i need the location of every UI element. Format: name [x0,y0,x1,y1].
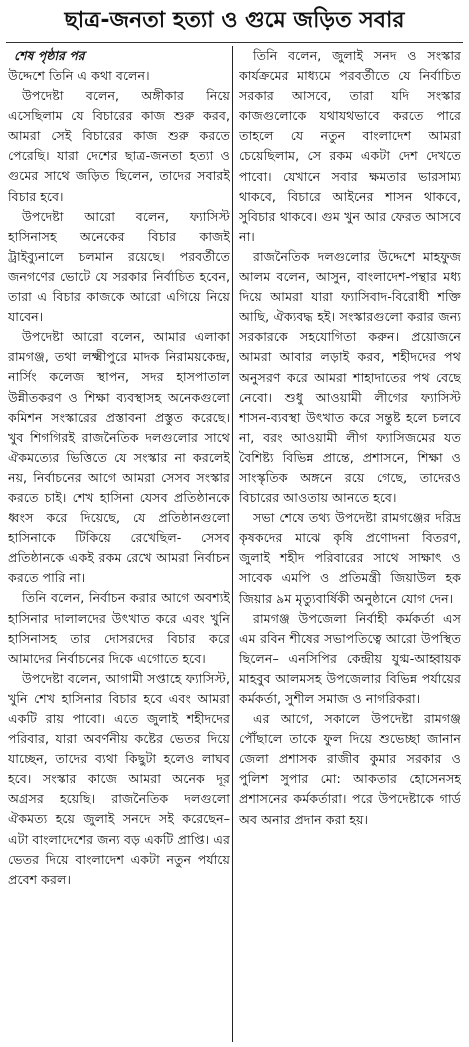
paragraph: উপদেষ্টা বলেন, আগামী সপ্তাহে ফ্যাসিস্ট, খুনি শেখ হাসিনার বিচার হবে এবং আমরা একটি রায় পাবো। এতে জুলাই শহীদদের পরিবার, যারা অবর্ণনীয় কষ্টের ভেতর দিয়ে যাচ্ছেন, তাদের ব্যথা কিছুটা হলেও লাঘব হবে। সংস্কার কাজে আমরা অনেক দূর অগ্রসর হয়েছি। রাজনৈতিক দলগুলো ঐকমত্য হয়ে জুলাই সনদে সই করেছেন– এটা বাংলাদেশের জন্য বড় একটি প্রাপ্তি। এর ভেতর দিয়ে বাংলাদেশ একটা নতুন পর্যায়ে প্রবেশ করল। [8,670,230,887]
column-divider [232,46,233,1042]
paragraph: রাজনৈতিক দলগুলোর উদ্দেশে মাহফুজ আলম বলেন, আসুন, বাংলাদেশ-পন্থার মধ্য দিয়ে আমরা যারা ফ্যাসিবাদ-বিরোধী শক্তি আছি, ঐক্যবদ্ধ হই। সংস্কারগুলো করার জন্য সরকারকে সহযোগিতা করুন। প্রয়োজনে আমরা আবার লড়াই করব, শহীদদের পথ অনুসরণ করে আমরা শাহাদাতের পথ বেছে নেবো। শুধু আওয়ামী লীগের ফ্যাসিস্ট শাসন-ব্যবস্থা উৎখাত করে সন্তুষ্ট হলে চলবে না, বরং আওয়ামী লীগ ফ্যাসিজমের যত বৈশিষ্ট্য বিভিন্ন প্রান্তে, প্রশাসনে, শিক্ষা ও সাংস্কৃতিক অঙ্গনে রয়ে গেছে, তাদেরও বিচারের আওতায় আনতে হবে। [239,248,461,506]
headline-rule [6,42,463,43]
left-column [8,46,230,1044]
paragraph: উপদেষ্টা বলেন, অঙ্গীকার নিয়ে এসেছিলাম যে বিচারের কাজ শুরু করব, আমরা সেই বিচারের কাজ শুরু করতে পেরেছি। যারা দেশের ছাত্র-জনতা হত্যা ও গুমের সাথে জড়িত ছিলেন, তাদের সবারই বিচার হবে। [8,88,230,204]
paragraph: উপদেষ্টা আরো বলেন, ফ্যাসিস্ট হাসিনাসহ অনেকের বিচার কাজই ট্রাইব্যুনালে চলমান রয়েছে। পরবর্তীতে জনগণের ভোটে যে সরকার নির্বাচিত হবেন, তারা এ বিচার কাজকে আরো এগিয়ে নিয়ে যাবেন। [8,208,230,325]
paragraph: তিনি বলেন, জুলাই সনদ ও সংস্কার কার্যক্রমের মাধ্যমে পরবর্তীতে যে নির্বাচিত সরকার আসবে, তারা যদি সংস্কার কাজগুলোকে যথাযথভাবে করতে পারে তাহলে যে নতুন বাংলাদেশ আমরা চেয়েছিলাম, সে রকম একটা দেশ দেখতে পাবো। যেখানে সবার ক্ষমতার ভারসাম্য থাকবে, বিচারে আইনের শাসন থাকবে, সুবিচার থাকবে। গুম খুন আর ফেরত আসবে না। [239,48,461,244]
paragraph: উপদেষ্টা আরো বলেন, আমার এলাকা রামগঞ্জ, তথা লক্ষ্মীপুরে মাদক নিরাময়কেন্দ্র, নার্সিং কলেজ স্থাপন, সদর হাসপাতাল উন্নীতকরণ ও শিক্ষা ব্যবস্থাসহ অনেকগুলো কমিশন সংস্কারের প্রস্তাবনা প্রস্তুত করেছে। খুব শিগগিরই রাজনৈতিক দলগুলোর সাথে ঐকমত্যের ভিত্তিতে যে সংস্কার না করলেই নয়, নির্বাচনের আগে আমরা সেসব সংস্কার করতে চাই। শেখ হাসিনা যেসব প্রতিষ্ঠানকে ধ্বংস করে দিয়েছে, যে প্রতিষ্ঠানগুলো হাসিনাকে টিকিয়ে রেখেছিল- সেসব প্রতিষ্ঠানকে একই রকম রেখে আমরা নির্বাচন করতে পারি না। [8,329,230,586]
continued-from-label: শেষ পৃষ্ঠার পর [14,48,85,63]
right-column [239,46,461,1044]
paragraph: তিনি বলেন, নির্বাচন করার আগে অবশ্যই হাসিনার দালালদের উৎখাত করে এবং খুনি হাসিনাসহ তার দোসরদের বিচার করে আমাদের নির্বাচনের দিকে এগোতে হবে। [8,590,230,666]
paragraph: সভা শেষে তথ্য উপদেষ্টা রামগঞ্জের দরিদ্র কৃষকদের মাঝে কৃষি প্রণোদনা বিতরণ, জুলাই শহীদ পরিবারের সাথে সাক্ষাৎ ও সাবেক এমপি ও প্রতিমন্ত্রী জিয়াউল হক জিয়ার ৯ম মৃত্যুবার্ষিকী অনুষ্ঠানে যোগ দেন। [239,510,461,606]
paragraph: রামগঞ্জ উপজেলা নির্বাহী কর্মকর্তা এস এম রবিন শীষের সভাপতিত্বে আরো উপস্থিত ছিলেন– এনসিপির কেন্দ্রীয় যুগ্ম-আহ্বায়ক মাহবুব আলমসহ উপজেলার বিভিন্ন পর্যায়ের কর্মকর্তা, সুশীল সমাজ ও নাগরিকরা। [239,610,461,706]
headline: ছাত্র-জনতা হত্যা ও গুমে জড়িত সবার [64,8,405,33]
paragraph: এর আগে, সকালে উপদেষ্টা রামগঞ্জ পৌঁছালে তাকে ফুল দিয়ে শুভেচ্ছা জানান জেলা প্রশাসক রাজীব কুমার সরকার ও পুলিশ সুপার মো: আকতার হোসেনসহ প্রশাসনের কর্মকর্তারা। পরে উপদেষ্টাকে গার্ড অব অনার প্রদান করা হয়। [239,711,461,827]
paragraph: উদ্দেশে তিনি এ কথা বলেন। [8,68,150,83]
